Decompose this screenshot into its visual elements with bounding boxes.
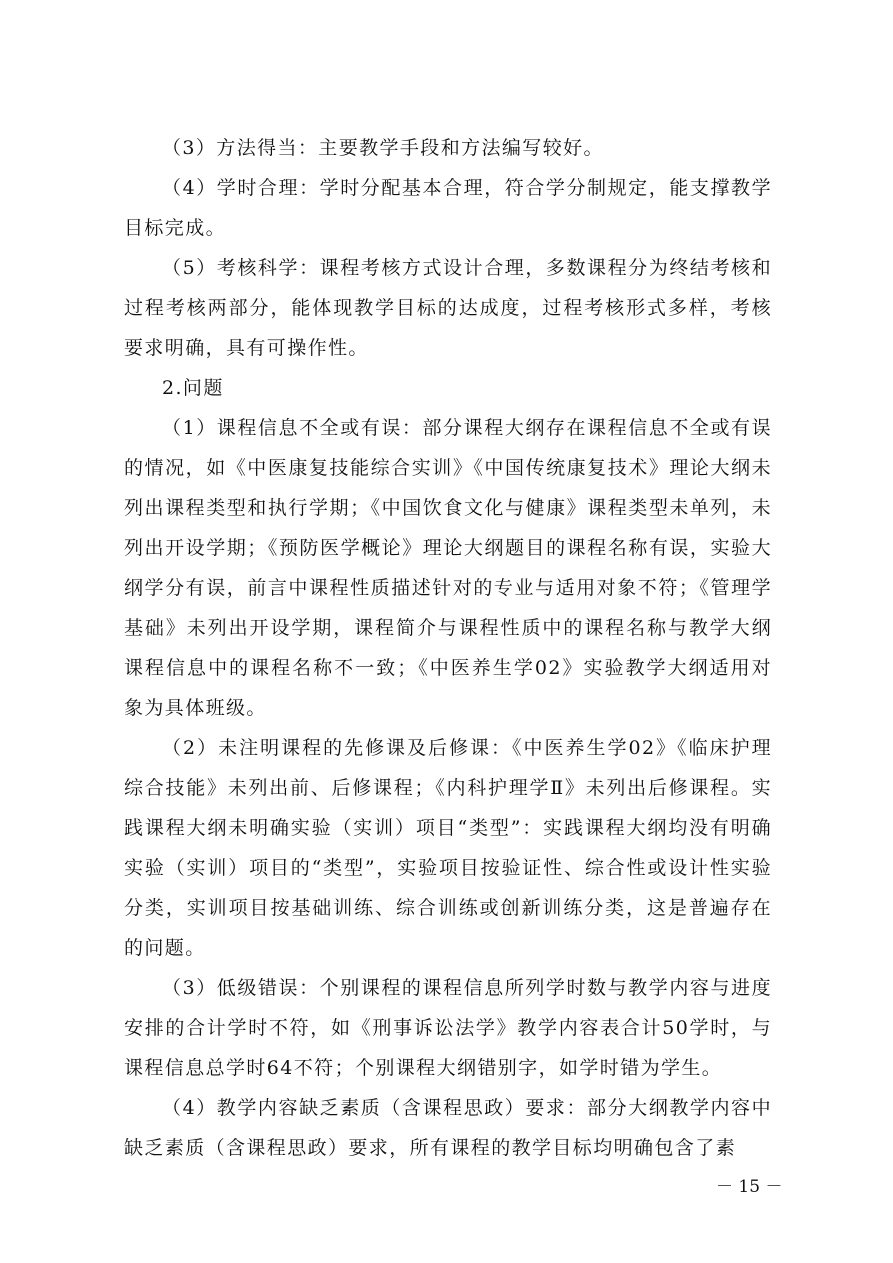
page-number: － 15 －: [716, 1177, 783, 1197]
paragraph-course-info: （1）课程信息不全或有误：部分课程大纲存在课程信息不全或有误的情况，如《中医康复技能综合实训》《中国传统康复技术》理论大纲未列出课程类型和执行学期；《中国饮食文化与健康》课程类型未单列，未列出开设学期；《预防医学概论》理论大纲题目的课程名称有误，实验大纲学分有误，前言中课程性质描述针对的专业与适用对象不符；《管理学基础》未列出开设学期，课程简介与课程性质中的课程名称与教学大纲课程信息中的课程名称不一致；《中医养生学02》实验教学大纲适用对象为具体班级。: [124, 417, 772, 719]
paragraph-errors: （3）低级错误：个别课程的课程信息所列学时数与教学内容与进度安排的合计学时不符，如《刑事诉讼法学》教学内容表合计50学时，与课程信息总学时64不符；个别课程大纲错别字，如学时错为学生。: [124, 977, 772, 1079]
paragraph-assessment: （5）考核科学：课程考核方式设计合理，多数课程分为终结考核和过程考核两部分，能体现教学目标的达成度，过程考核形式多样，考核要求明确，具有可操作性。: [124, 257, 772, 359]
paragraph-method: （3）方法得当：主要教学手段和方法编写较好。: [162, 137, 604, 159]
paragraph-hours: （4）学时合理：学时分配基本合理，符合学分制规定，能支撑教学目标完成。: [124, 177, 772, 239]
section-heading-problems: 2.问题: [162, 377, 224, 399]
paragraph-quality-requirements: （4）教学内容缺乏素质（含课程思政）要求：部分大纲教学内容中缺乏素质（含课程思政）要求，所有课程的教学目标均明确包含了素: [124, 1097, 772, 1159]
paragraph-prerequisites: （2）未注明课程的先修课及后修课：《中医养生学02》《临床护理综合技能》未列出前、后修课程；《内科护理学Ⅱ》未列出后修课程。实践课程大纲未明确实验（实训）项目“类型”：实践课程大纲均没有明确实验（实训）项目的“类型”，实验项目按验证性、综合性或设计性实验分类，实训项目按基础训练、综合训练或创新训练分类，这是普遍存在的问题。: [124, 737, 772, 959]
body-text: [124, 128, 772, 1168]
